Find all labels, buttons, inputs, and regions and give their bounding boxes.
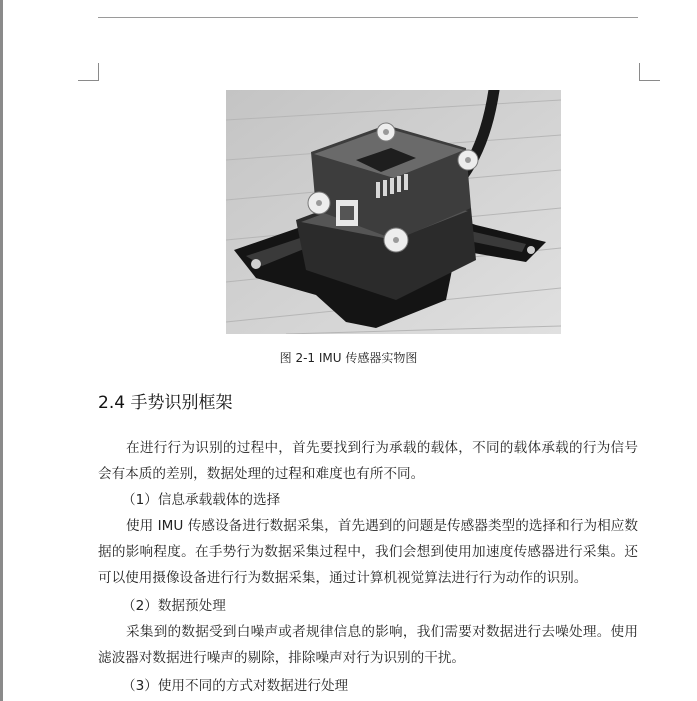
paragraph-carrier-selection: 使用 IMU 传感设备进行数据采集，首先遇到的问题是传感器类型的选择和行为相应数据的影响程度。在手势行为数据采集过程中，我们会想到使用加速度传感器进行采集。还可以使用摄像设备进行行为数据采集，通过计算机视觉算法进行行为动作的识别。 [98,518,638,586]
subheading-processing-methods: （3）使用不同的方式对数据进行处理 [122,678,349,694]
subheading-carrier-selection: （1）信息承载载体的选择 [122,492,281,508]
crop-mark-left [78,63,99,81]
paragraph-intro: 在进行行为识别的过程中，首先要找到行为承载的载体，不同的载体承载的行为信号会有本质的差别，数据处理的过程和难度也有所不同。 [98,440,638,482]
header-rule [98,17,638,18]
imu-sensor-photo [226,90,561,334]
section-heading: 2.4 手势识别框架 [98,393,233,413]
crop-mark-right [639,63,660,81]
paragraph-preprocessing: 采集到的数据受到白噪声或者规律信息的影响，我们需要对数据进行去噪处理。使用滤波器对数据进行噪声的剔除，排除噪声对行为识别的干扰。 [98,624,638,666]
figure-caption: 图 2-1 IMU 传感器实物图 [279,351,418,365]
subheading-preprocessing: （2）数据预处理 [122,598,226,614]
